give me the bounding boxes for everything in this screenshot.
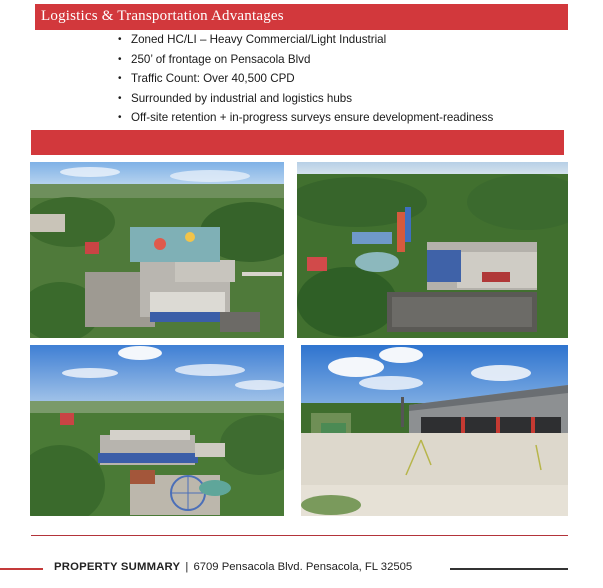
bullet-surroundings: • Surrounded by industrial and logistics hubs	[118, 89, 568, 109]
footer-right-accent	[450, 568, 568, 570]
footer-separator: |	[185, 561, 189, 573]
aerial-photo-1	[30, 162, 284, 338]
bullet-retention: • Off-site retention + in-progress surveys ensure development-readiness	[118, 108, 568, 128]
aerial-photo-3	[30, 345, 284, 516]
bullet-traffic: • Traffic Count: Over 40,500 CPD	[118, 69, 568, 89]
section-header	[35, 4, 568, 30]
footer-label: PROPERTY SUMMARY	[54, 561, 181, 573]
bullet-frontage: • 250’ of frontage on Pensacola Blvd	[118, 50, 568, 70]
footer-left-accent	[0, 568, 43, 570]
red-divider-band	[31, 130, 564, 155]
section-title: Logistics & Transportation Advantages	[41, 8, 284, 24]
site-photo-4	[301, 345, 568, 516]
footer-rule	[31, 535, 568, 536]
bullet-zoning: • Zoned HC/LI – Heavy Commercial/Light Industrial	[118, 30, 568, 50]
footer-address: 6709 Pensacola Blvd. Pensacola, FL 32505	[193, 561, 413, 573]
footer	[54, 561, 412, 573]
aerial-photo-2	[297, 162, 568, 338]
advantages-list	[118, 30, 568, 128]
